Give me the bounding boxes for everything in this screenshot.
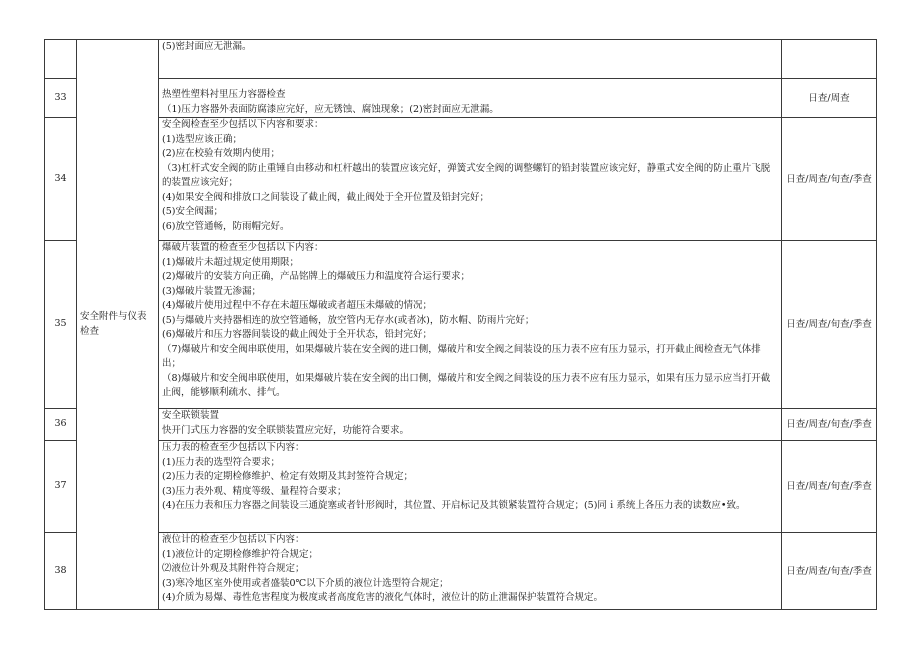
content-line: (6)放空管通畅，防雨帽完好。 <box>162 220 290 232</box>
row-number: 34 <box>45 118 77 241</box>
content-line: (5)密封面应无泄漏。 <box>162 41 252 52</box>
inspection-table <box>44 39 877 610</box>
category-cell-blank <box>77 441 159 533</box>
content-line: (4)介质为易爆、毒性危害程度为极度或者高度危害的液化气体时，液位计的防止泄漏保护装置符合规定。 <box>162 592 603 603</box>
content-cell <box>159 40 782 79</box>
category-cell-blank <box>77 118 159 241</box>
frequency-cell: 日查/周查/旬查/季查 <box>782 241 877 409</box>
content-line: (1)液位计的定期检修维护符合规定； <box>162 548 318 560</box>
frequency-cell: 日查/周查/旬查/季查 <box>782 441 877 533</box>
table-row <box>45 409 877 441</box>
content-cell <box>159 533 782 610</box>
content-line: 快开门式压力容器的安全联锁装置应完好，功能符合要求。 <box>162 424 410 436</box>
content-cell <box>159 441 782 533</box>
category-cell-blank <box>77 79 159 118</box>
frequency-cell: 日查/周查/旬查/季查 <box>782 118 877 241</box>
table-row <box>45 79 877 118</box>
content-cell <box>159 79 782 118</box>
content-line: ⑵液位计外观及其附件符合规定； <box>162 563 305 574</box>
content-line: (6)爆破片和压力容器间装设的截止阀处于全开状态，铅封完好； <box>162 329 432 340</box>
category-cell: 安全附件与仪表检查 <box>77 241 159 409</box>
table-row <box>45 441 877 533</box>
row-number: 36 <box>45 409 77 441</box>
content-line: (4)如果安全阀和排放口之间装设了截止阀，截止阀处于全开位置及铅封完好； <box>162 191 489 203</box>
row-number: 33 <box>45 79 77 118</box>
row-number: 37 <box>45 441 77 533</box>
content-line: 爆破片装置的检查至少包括以下内容： <box>162 242 324 253</box>
row-number: 38 <box>45 533 77 610</box>
content-line: (1)爆破片未超过规定使用期限； <box>162 256 299 268</box>
content-line: (5)与爆破片夹持器相连的放空管通畅，放空管内无存水(或者冰)，防水帽、防雨片完好； <box>162 314 535 326</box>
content-line: 安全阀检查至少包括以下内容和要求： <box>162 119 324 130</box>
content-line: 热塑性塑料衬里压力容器检查 <box>162 89 286 100</box>
frequency-cell <box>782 40 877 79</box>
content-line: (4)在压力表和压力容器之间装设三通旋塞或者针形阀时，其位置、开启标记及其锁紧装置符合规定；(5)同ｉ系统上各压力表的读数应•致。 <box>162 500 746 511</box>
row-number: 35 <box>45 241 77 409</box>
frequency-cell: 日查/周查 <box>782 79 877 118</box>
content-line: （7)爆破片和安全阀串联使用，如果爆破片装在安全阀的进口侧，爆破片和安全阀之间装设的压力表不应有压力显示，打开截止阀检查无气体排出； <box>162 343 761 369</box>
content-cell <box>159 241 782 409</box>
category-cell-blank <box>77 533 159 610</box>
frequency-cell: 日查/周查/旬查/季查 <box>782 533 877 610</box>
content-line: （1)压力容器外表面防腐漆应完好，应无锈蚀、腐蚀现象；(2)密封面应无泄漏。 <box>162 103 499 115</box>
content-line: (4)爆破片使用过程中不存在未超压爆破或者超压未爆破的情况； <box>162 300 432 311</box>
content-line: (3)压力表外观、精度等级、量程符合要求； <box>162 485 347 497</box>
content-line: (2)爆破片的安装方向正确，产品铭牌上的爆破压力和温度符合运行要求； <box>162 271 470 282</box>
content-line: 压力表的检查至少包括以下内容： <box>162 442 305 453</box>
content-cell <box>159 409 782 441</box>
content-line: (1)压力表的选型符合要求； <box>162 456 280 468</box>
table-row <box>45 533 877 610</box>
content-line: (5)安全阀漏； <box>162 206 223 217</box>
table-row <box>45 40 877 79</box>
category-cell-blank <box>77 409 159 441</box>
frequency-cell: 日查/周查/旬查/季查 <box>782 409 877 441</box>
category-cell-top <box>77 40 159 79</box>
content-line: （8)爆破片和安全阀串联使用，如果爆破片装在安全阀的出口侧，爆破片和安全阀之间装设的压力表不应有压力显示，如果有压力显示应当打开截止阀，能够顺利疏水、排气。 <box>162 372 771 398</box>
content-line: (3)爆破片装置无渗漏； <box>162 285 261 297</box>
content-line: (3)寒冷地区室外使用或者盛装0℃以下介质的液位计选型符合规定； <box>162 577 449 589</box>
table-row <box>45 118 877 241</box>
content-line: (2)应在校验有效期内使用； <box>162 148 280 159</box>
content-line: 安全联锁装置 <box>162 410 220 421</box>
content-line: （3)杠杆式安全阀的防止重锤自由移动和杠杆越出的装置应该完好，弹簧式安全阀的调整螺钉的铅封装置应该完好，静重式安全阀的防止重片飞脱的装置应该完好； <box>162 162 771 188</box>
content-line: (2)压力表的定期检修维护、检定有效期及其封签符合规定； <box>162 471 413 482</box>
content-line: (1)选型应该正确； <box>162 133 242 145</box>
row-number <box>45 40 77 79</box>
content-line: 液位计的检查至少包括以下内容： <box>162 534 305 545</box>
content-cell <box>159 118 782 241</box>
table-row <box>45 241 877 409</box>
